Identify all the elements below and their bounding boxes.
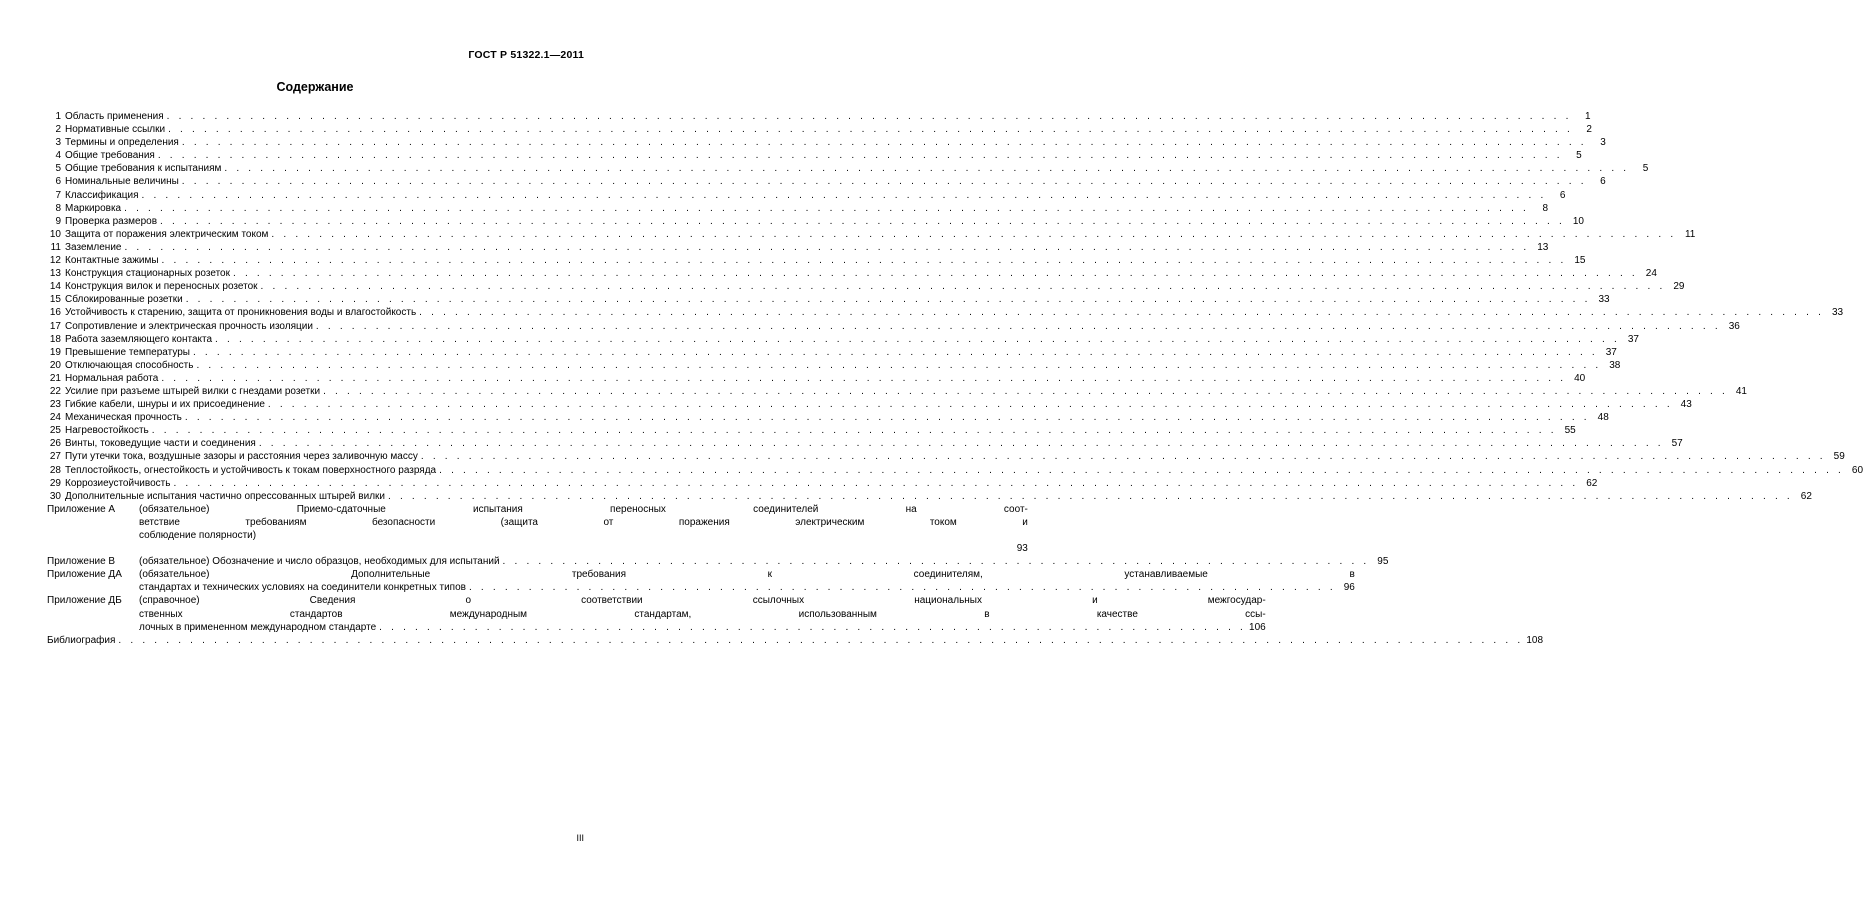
entry-page: 10: [1572, 215, 1584, 227]
document-id: ГОСТ Р 51322.1—2011: [468, 49, 584, 61]
entry-number: 21: [49, 372, 61, 384]
toc-entry[interactable]: [47, 123, 1592, 136]
dot-leader: [215, 333, 1620, 346]
entry-title: Проверка размеров: [65, 215, 158, 227]
toc-entry[interactable]: [47, 320, 1740, 333]
entry-number: 8: [55, 202, 61, 214]
entry-title: Нагревостойкость: [65, 425, 149, 437]
entry-page: 2: [1586, 124, 1592, 136]
toc-entry[interactable]: [47, 424, 1576, 437]
entry-number: 12: [49, 255, 61, 267]
toc-appendix-a[interactable]: [47, 503, 1028, 555]
entry-number: 17: [49, 320, 61, 332]
entry-title: Общие требования к испытаниям: [65, 163, 222, 175]
table-of-contents: [47, 110, 1863, 647]
dot-leader: [268, 398, 1673, 411]
entry-number: 28: [49, 464, 61, 476]
entry-page: 59: [1833, 451, 1845, 463]
page-title: Содержание: [276, 80, 354, 94]
toc-entry[interactable]: [47, 450, 1845, 463]
toc-entry[interactable]: [47, 464, 1863, 477]
entry-page: 8: [1542, 202, 1549, 214]
entry-page: 1: [1584, 111, 1591, 122]
appendix-label: Приложение В: [47, 556, 116, 568]
toc-entry[interactable]: [47, 333, 1639, 346]
toc-entry[interactable]: [47, 359, 1621, 372]
dot-leader: [439, 464, 1844, 477]
dot-leader: [168, 123, 1573, 136]
toc-entry[interactable]: [47, 398, 1692, 411]
entry-page: 62: [1800, 490, 1812, 502]
entry-page: 5: [1642, 163, 1649, 175]
appendix-text-line: (справочное) Сведения о соответствии ссылочных национальных и межгосудар-: [139, 595, 1266, 607]
entry-number: 11: [50, 241, 61, 253]
appendix-page: 106: [1249, 621, 1266, 633]
toc-entry[interactable]: [47, 162, 1649, 175]
entry-title: Номинальные величины: [65, 176, 179, 188]
entry-number: 27: [49, 451, 61, 463]
toc-entry[interactable]: [47, 372, 1586, 385]
entry-number: 23: [49, 399, 61, 411]
dot-leader: [259, 437, 1664, 450]
entry-page: 6: [1600, 176, 1606, 188]
appendix-text-line: (обязательное) Дополнительные требования к соединителям, устанавливаемые в: [139, 569, 1355, 581]
entry-title: Сблокированные розетки: [65, 294, 183, 306]
entry-number: 16: [49, 307, 61, 319]
dot-leader: [186, 293, 1591, 306]
entry-title: Конструкция вилок и переносных розеток: [65, 281, 258, 293]
toc-entry[interactable]: [47, 411, 1609, 424]
entry-title: Нормальная работа: [65, 372, 159, 384]
entry-title: Общие требования: [65, 150, 155, 162]
dot-leader: [316, 320, 1721, 333]
toc-entry[interactable]: [47, 202, 1549, 215]
toc-entry[interactable]: [47, 385, 1747, 398]
dot-leader: [323, 385, 1728, 398]
toc-entry[interactable]: [47, 149, 1582, 162]
entry-page: 41: [1735, 385, 1747, 397]
entry-title: Заземление: [65, 241, 122, 253]
bibliography-label: Библиография: [47, 634, 116, 646]
toc-entry[interactable]: [47, 437, 1683, 450]
appendix-text-line: (обязательное) Обозначение и число образцов, необходимых для испытаний: [139, 556, 500, 568]
toc-bibliography[interactable]: [47, 634, 1544, 647]
entry-title: Работа заземляющего контакта: [65, 333, 213, 345]
entry-page: 57: [1671, 438, 1683, 450]
toc-entry[interactable]: [47, 175, 1606, 188]
toc-entry[interactable]: [47, 136, 1606, 149]
entry-page: 55: [1564, 425, 1576, 437]
entry-number: 5: [55, 163, 61, 175]
entry-page: 43: [1680, 399, 1692, 411]
entry-number: 9: [55, 215, 61, 227]
dot-leader: [182, 175, 1587, 188]
dot-leader: [158, 149, 1563, 162]
appendix-label: Приложение ДА: [47, 569, 122, 581]
dot-leader: [173, 477, 1578, 490]
entry-number: 15: [49, 294, 61, 306]
entry-title: Конструкция стационарных розеток: [65, 268, 230, 280]
entry-number: 7: [55, 189, 61, 201]
appendix-text-line: ственных стандартов международным стандартам, использованным в качестве ссы-: [139, 608, 1266, 620]
entry-page: 11: [1684, 228, 1696, 240]
dot-leader: [185, 411, 1590, 424]
entry-title: Термины и определения: [65, 137, 179, 149]
dot-leader: [469, 581, 1336, 594]
entry-page: 13: [1537, 241, 1549, 253]
dot-leader: [233, 267, 1638, 280]
entry-page: 29: [1673, 281, 1685, 293]
dot-leader: [261, 280, 1666, 293]
entry-page: 37: [1627, 333, 1639, 345]
dot-leader: [124, 202, 1529, 215]
entry-number: 25: [49, 425, 61, 437]
entry-number: 2: [55, 124, 61, 136]
entry-number: 1: [55, 111, 61, 122]
toc-entries: [47, 110, 1863, 503]
toc-entry[interactable]: [47, 254, 1586, 267]
entry-page: 62: [1586, 477, 1598, 489]
toc-entry[interactable]: [47, 280, 1685, 293]
entry-title: Устойчивость к старению, защита от проникновения воды и влагостойкость: [65, 307, 417, 319]
entry-title: Классификация: [65, 189, 139, 201]
entry-number: 13: [49, 268, 61, 280]
bibliography-page: 108: [1526, 634, 1544, 646]
entry-title: Контактные зажимы: [65, 255, 159, 267]
entry-page: 24: [1645, 268, 1657, 280]
dot-leader: [503, 555, 1370, 568]
entry-page: 33: [1831, 307, 1844, 319]
entry-number: 29: [49, 477, 61, 489]
dot-leader: [419, 306, 1824, 319]
page-number: III: [576, 833, 584, 843]
entry-number: 10: [49, 228, 61, 240]
dot-leader: [142, 189, 1547, 202]
dot-leader: [152, 424, 1557, 437]
toc-appendix-b[interactable]: [47, 555, 1389, 568]
dot-leader: [388, 490, 1793, 503]
dot-leader: [182, 136, 1587, 149]
toc-entry[interactable]: [47, 267, 1657, 280]
appendix-page: 96: [1343, 582, 1355, 594]
entry-title: Область применения: [65, 111, 164, 122]
entry-page: 15: [1574, 255, 1586, 267]
toc-entry[interactable]: [47, 241, 1549, 254]
dot-leader: [160, 215, 1565, 228]
entry-title: Пути утечки тока, воздушные зазоры и расстояния через заливочную массу: [65, 451, 418, 463]
dot-leader: [193, 346, 1598, 359]
dot-leader: [162, 254, 1567, 267]
appendix-text-line: ветствие требованиям безопасности (защита от поражения электрическим током и: [139, 516, 1028, 528]
appendix-text-line: лочных в примененном международном стандарте: [139, 621, 377, 633]
toc-entry[interactable]: [47, 306, 1844, 319]
toc-entry[interactable]: [47, 346, 1617, 359]
dot-leader: [161, 372, 1566, 385]
entry-page: 48: [1597, 412, 1609, 424]
entry-number: 24: [49, 412, 61, 424]
entry-title: Защита от поражения электрическим током: [65, 228, 269, 240]
entry-page: 37: [1605, 346, 1617, 358]
entry-title: Гибкие кабели, шнуры и их присоединение: [65, 399, 265, 411]
entry-title: Маркировка: [65, 202, 122, 214]
entry-title: Сопротивление и электрическая прочность изоляции: [65, 320, 313, 332]
dot-leader: [118, 634, 1523, 647]
entry-page: 60: [1851, 464, 1863, 476]
toc-entry[interactable]: [47, 490, 1812, 503]
dot-leader: [167, 110, 1572, 123]
toc-entry[interactable]: [47, 189, 1566, 202]
entry-number: 3: [55, 137, 61, 149]
entry-page: 6: [1559, 189, 1566, 201]
entry-number: 30: [49, 490, 61, 502]
entry-number: 14: [49, 281, 61, 293]
entry-number: 20: [49, 359, 61, 371]
dot-leader: [379, 621, 1246, 634]
appendix-text-line: стандартах и технических условиях на соединители конкретных типов: [139, 582, 466, 594]
toc-appendix-db[interactable]: [47, 594, 1266, 633]
dot-leader: [224, 162, 1629, 175]
appendix-label: Приложение А: [47, 503, 116, 515]
appendix-page: 93: [1016, 543, 1028, 555]
entry-title: Отключающая способность: [65, 359, 194, 371]
entry-number: 4: [55, 150, 61, 162]
entry-number: 18: [49, 333, 61, 345]
entry-title: Дополнительные испытания частично опрессованных штырей вилки: [65, 490, 385, 502]
dot-leader: [124, 241, 1529, 254]
toc-appendix-da[interactable]: [47, 568, 1355, 594]
entry-page: 36: [1728, 320, 1740, 332]
appendix-page: 95: [1377, 556, 1389, 568]
entry-title: Превышение температуры: [65, 346, 190, 358]
dot-leader: [421, 450, 1826, 463]
entry-title: Нормативные ссылки: [65, 124, 166, 136]
entry-page: 33: [1598, 294, 1610, 306]
entry-title: Механическая прочность: [65, 412, 182, 424]
toc-entry[interactable]: [47, 215, 1584, 228]
appendix-label: Приложение ДБ: [47, 595, 122, 607]
entry-title: Теплостойкость, огнестойкость и устойчивость к токам поверхностного разряда: [65, 464, 437, 476]
toc-entry[interactable]: [47, 293, 1610, 306]
entry-number: 22: [49, 385, 61, 397]
entry-title: Винты, токоведущие части и соединения: [65, 438, 256, 450]
entry-page: 40: [1574, 372, 1586, 384]
appendix-text-line: соблюдение полярности): [139, 530, 257, 541]
entry-number: 19: [49, 346, 61, 358]
entry-number: 6: [55, 176, 61, 188]
entry-title: Коррозиеустойчивость: [65, 477, 171, 489]
entry-number: 26: [49, 438, 61, 450]
dot-leader: [196, 359, 1601, 372]
toc-entry[interactable]: [47, 110, 1591, 123]
entry-title: Усилие при разъеме штырей вилки с гнездами розетки: [65, 385, 321, 397]
entry-page: 5: [1576, 150, 1582, 162]
appendix-text-line: (обязательное) Приемо-сдаточные испытания переносных соединителей на соот-: [139, 503, 1028, 515]
entry-page: 38: [1609, 359, 1621, 371]
toc-entry[interactable]: [47, 477, 1598, 490]
dot-leader: [271, 228, 1676, 241]
toc-entry[interactable]: [47, 228, 1696, 241]
entry-page: 3: [1600, 137, 1606, 149]
